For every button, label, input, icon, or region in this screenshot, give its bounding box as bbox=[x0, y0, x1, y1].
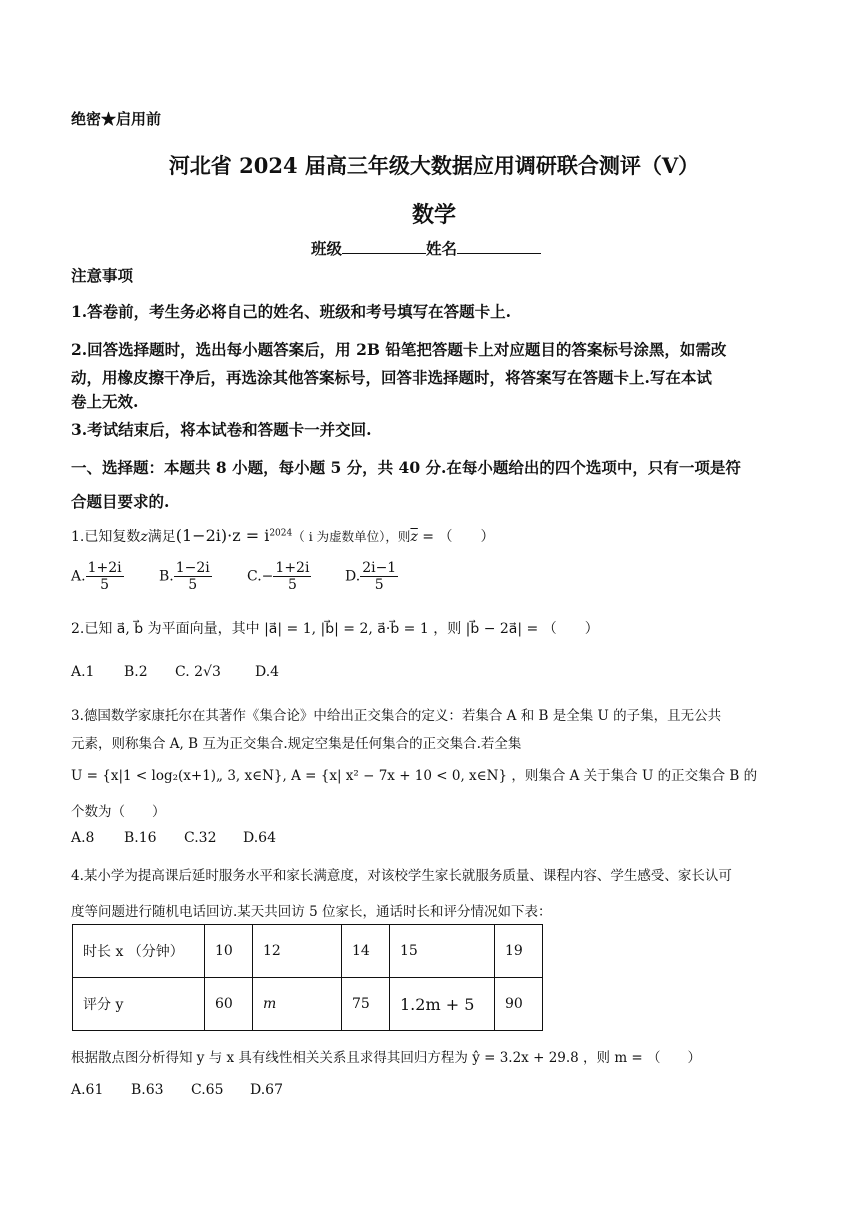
section-heading-line-2: 合题目要求的. bbox=[71, 492, 170, 511]
secret-label: 绝密★启用前 bbox=[71, 110, 162, 128]
q4-option-d: D.67 bbox=[250, 1082, 283, 1098]
table-cell: 60 bbox=[205, 978, 253, 1031]
notice-item-2-line-1: 2.回答选择题时，选出每小题答案后，用 2B 铅笔把答题卡上对应题目的答案标号涂黑，如需改 bbox=[71, 340, 727, 359]
table-cell: 75 bbox=[342, 978, 390, 1031]
name-label: 姓名 bbox=[426, 239, 458, 258]
question-2: 2.已知 a⃗, b⃗ 为平面向量，其中 |a⃗| = 1, |b⃗| = 2, a⃗·b⃗ = 1 ，则 |b⃗ − 2a⃗| = （ ） bbox=[71, 621, 599, 637]
table-cell: 19 bbox=[495, 925, 543, 978]
q2-option-d: D.4 bbox=[255, 664, 280, 680]
table-cell: m bbox=[253, 978, 342, 1031]
table-cell: 评分 y bbox=[73, 978, 205, 1031]
name-blank bbox=[457, 239, 541, 254]
q3-option-c: C.32 bbox=[184, 830, 217, 846]
q4-option-c: C.65 bbox=[191, 1082, 224, 1098]
notice-item-2-line-2: 动，用橡皮擦干净后，再选涂其他答案标号，回答非选择题时，将答案写在答题卡上.写在本试 bbox=[71, 368, 712, 387]
class-name-line bbox=[311, 237, 541, 259]
table-row bbox=[73, 925, 543, 978]
table-cell: 15 bbox=[390, 925, 495, 978]
table-cell: 时长 x （分钟） bbox=[73, 925, 205, 978]
q4-option-a: A.61 bbox=[71, 1082, 104, 1098]
q1-option-a: A. $\frac{1+2i}{5}$ bbox=[71, 560, 122, 594]
q2-option-c: C. 2√3 bbox=[175, 664, 221, 680]
q2-option-b: B.2 bbox=[124, 664, 148, 680]
q1-option-b: B. $\frac{1-2i}{5}$ bbox=[159, 560, 210, 594]
q4-option-b: B.63 bbox=[131, 1082, 164, 1098]
notice-item-2-line-3: 卷上无效. bbox=[71, 392, 139, 411]
question-3-line-2: 元素，则称集合 A, B 互为正交集合.规定空集是任何集合的正交集合.若全集 bbox=[71, 736, 522, 752]
question-3-line-4: 个数为（ ） bbox=[71, 804, 166, 820]
question-1: 1.已知复数z满足$(1-2i)\cdot z = i^{2024}$（ i 为虚数单位），则$\overline{z}$ = （ ） bbox=[71, 526, 495, 545]
q3-option-b: B.16 bbox=[124, 830, 157, 846]
table-row bbox=[73, 978, 543, 1031]
q3-option-a: A.8 bbox=[71, 830, 95, 846]
class-label: 班级 bbox=[311, 239, 343, 258]
q1-option-d: D. $\frac{2i-1}{5}$ bbox=[345, 560, 397, 594]
notice-item-3: 3.考试结束后，将本试卷和答题卡一并交回. bbox=[71, 420, 372, 439]
subject-title: 数学 bbox=[411, 202, 456, 228]
q2-option-a: A.1 bbox=[71, 664, 95, 680]
section-heading-line-1: 一、选择题：本题共 8 小题，每小题 5 分，共 40 分.在每小题给出的四个选项中，只有一项是符 bbox=[71, 458, 741, 477]
data-table bbox=[72, 924, 543, 1031]
table-cell: 1.2m + 5 bbox=[390, 978, 495, 1031]
question-3-line-3: U = {x|1 < log₂(x+1)„ 3, x∈N}, A = {x| x² − 7x + 10 < 0, x∈N} ，则集合 A 关于集合 U 的正交集合 B 的 bbox=[71, 768, 758, 784]
notice-item-1: 1.答卷前，考生务必将自己的姓名、班级和考号填写在答题卡上. bbox=[71, 302, 512, 321]
question-3-line-1: 3.德国数学家康托尔在其著作《集合论》中给出正交集合的定义：若集合 A 和 B 是全集 U 的子集，且无公共 bbox=[71, 708, 722, 724]
table-cell: 14 bbox=[342, 925, 390, 978]
table-cell: 10 bbox=[205, 925, 253, 978]
question-4-line-1: 4.某小学为提高课后延时服务水平和家长满意度，对该校学生家长就服务质量、课程内容、学生感受、家长认可 bbox=[71, 868, 732, 884]
table-cell: 12 bbox=[253, 925, 342, 978]
class-blank bbox=[342, 239, 426, 254]
exam-title: 河北省 2024 届高三年级大数据应用调研联合测评（V） bbox=[168, 153, 700, 178]
q1-option-c: C.− $\frac{1+2i}{5}$ bbox=[247, 560, 310, 594]
q3-option-d: D.64 bbox=[243, 830, 276, 846]
question-4-line-3: 根据散点图分析得知 y 与 x 具有线性相关关系且求得其回归方程为 ŷ = 3.2x + 29.8 ，则 m = （ ） bbox=[71, 1050, 702, 1066]
question-4-line-2: 度等问题进行随机电话回访.某天共回访 5 位家长，通话时长和评分情况如下表： bbox=[71, 904, 552, 920]
table-cell: 90 bbox=[495, 978, 543, 1031]
notice-heading: 注意事项 bbox=[71, 266, 134, 285]
